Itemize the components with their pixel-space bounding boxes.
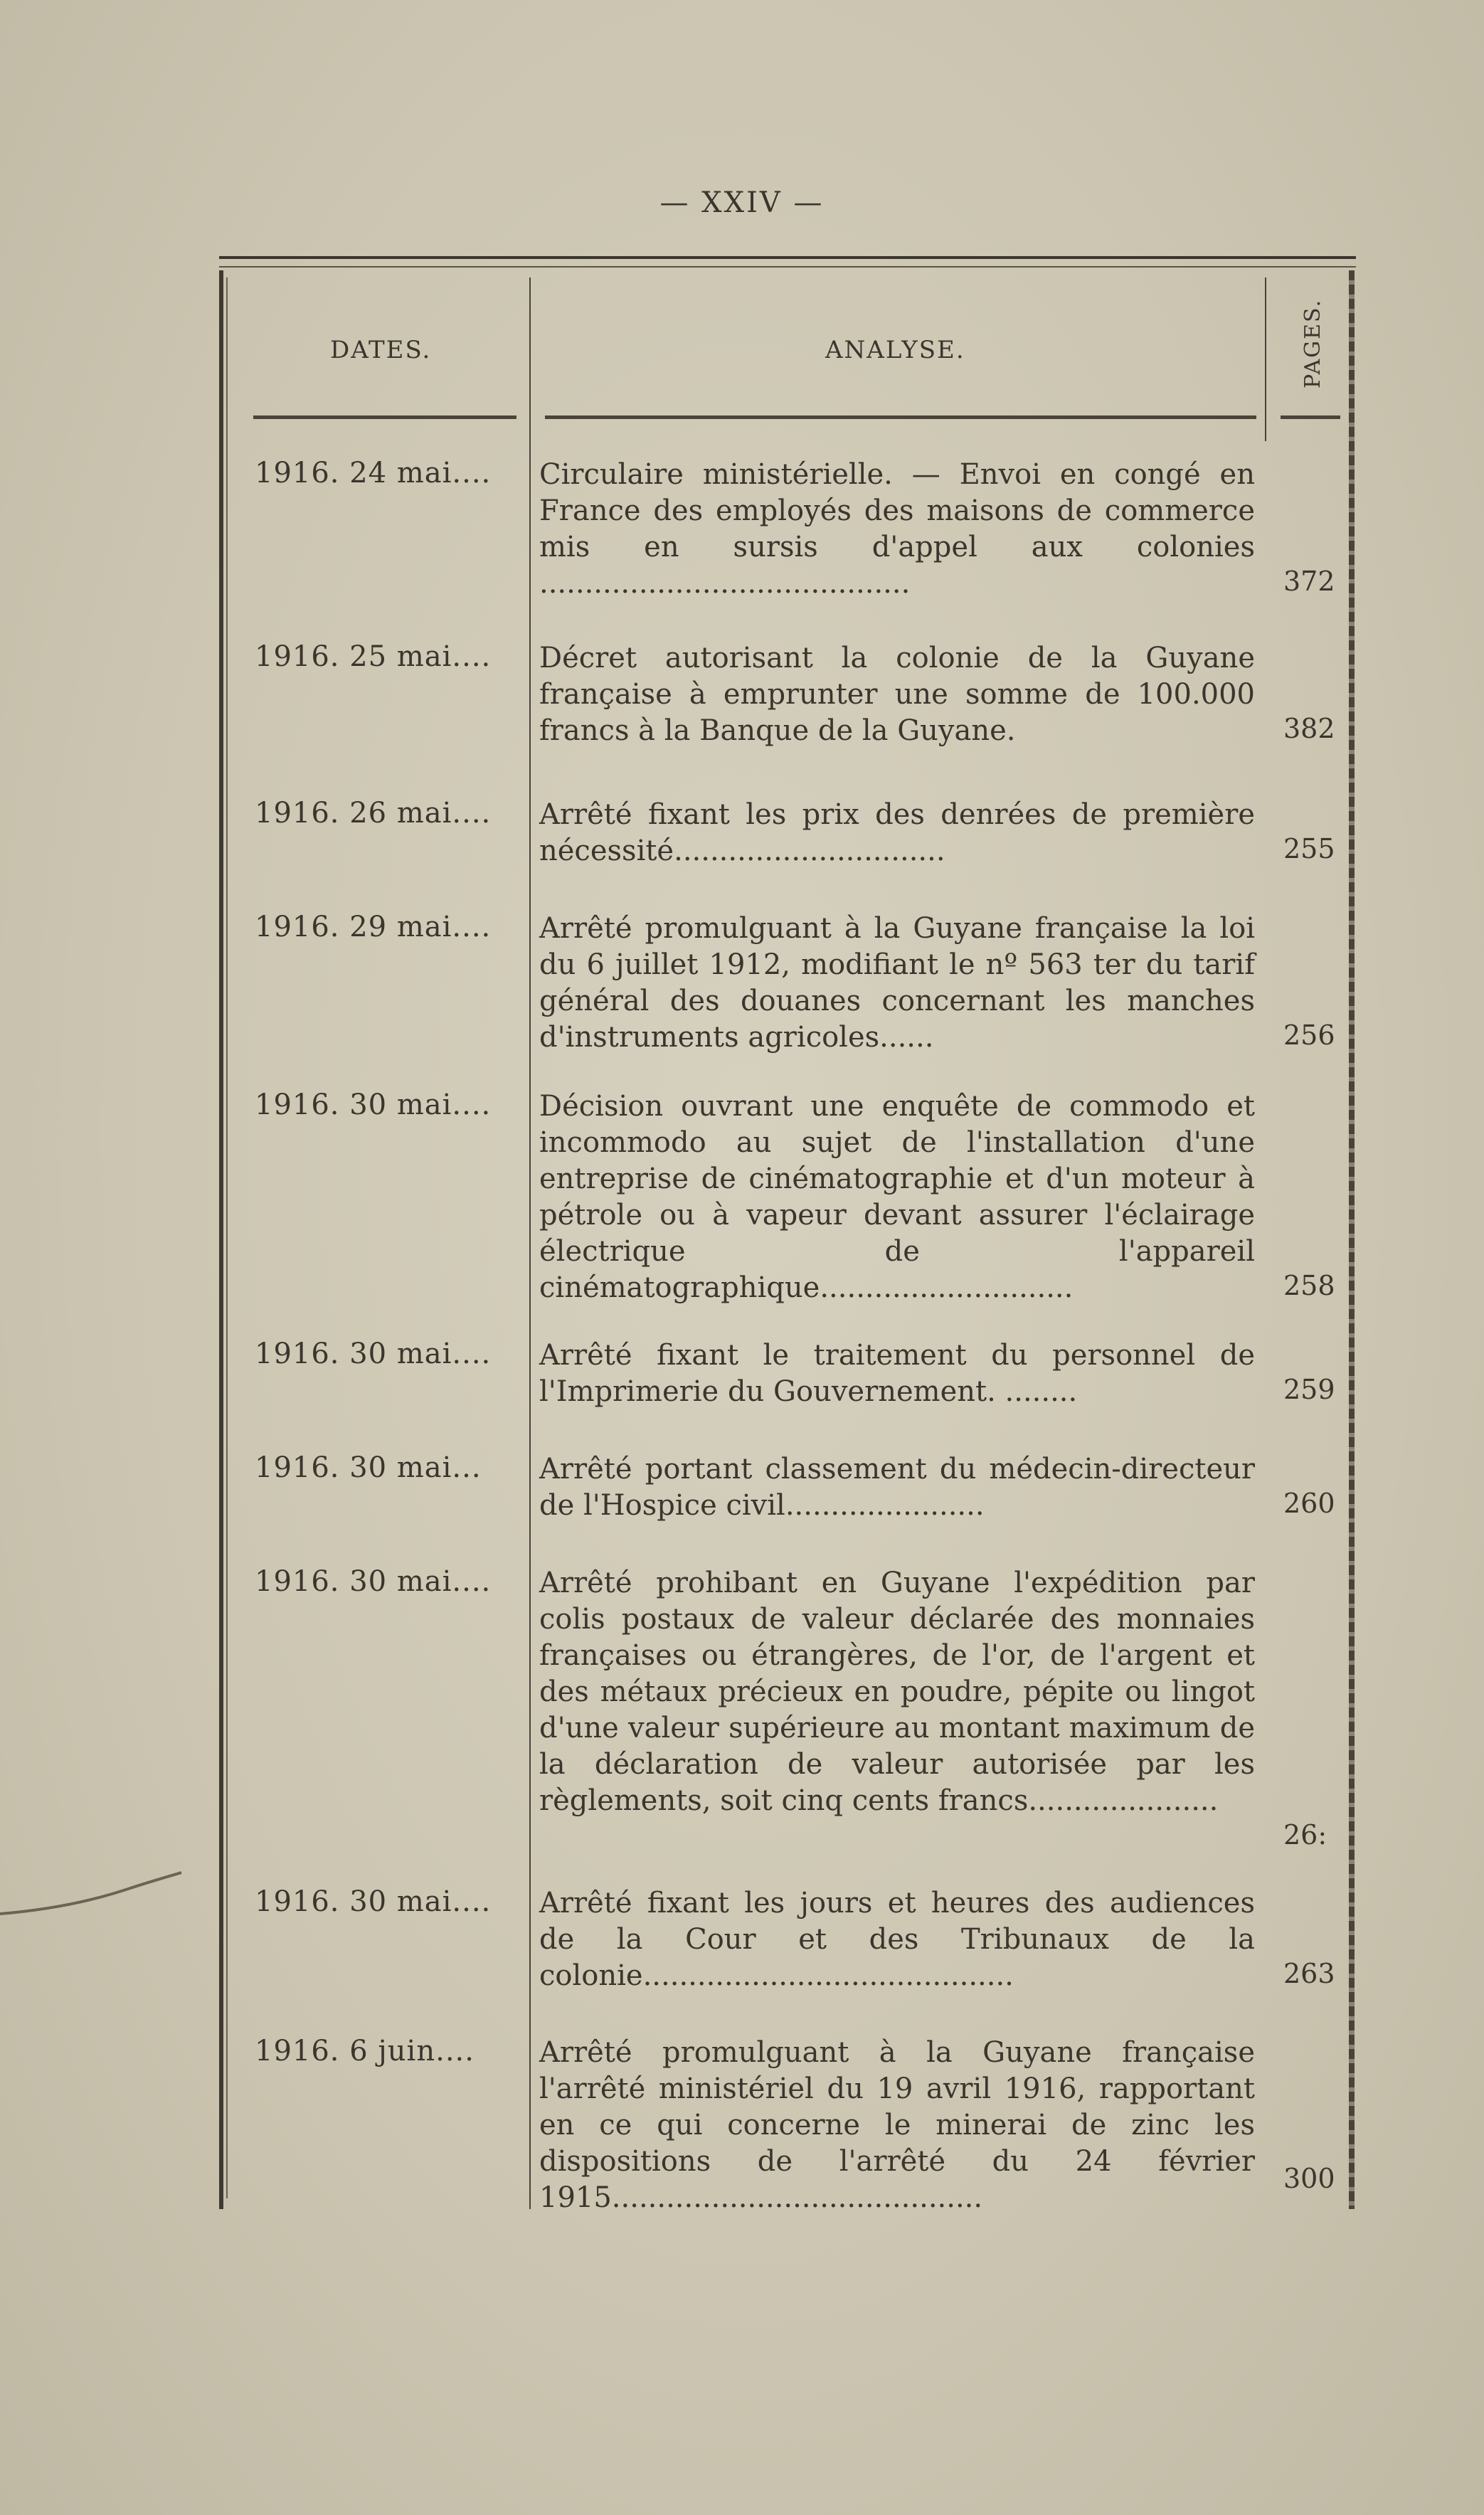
entry-page: 255	[1283, 833, 1335, 864]
entry-text: Arrêté prohibant en Guyane l'expédition par colis postaux de valeur déclarée des monnaies françaises ou étrangères, de l'or, de l'argent et des métaux précieux en poudre, pépite ou lingot d'une valeur supérieure au montant maximum de la déclaration de valeur autorisée par les règlements, soit cinq cents francs.....................	[539, 1567, 1255, 1817]
entry-analysis	[539, 457, 1255, 602]
entry-page: 263	[1283, 1958, 1335, 1989]
entry-text: Arrêté fixant les jours et heures des audiences de la Cour et des Tribunaux de la colonie.........................................	[539, 1887, 1255, 1992]
entry-date: 1916. 30 mai...	[255, 1451, 482, 1484]
entry-page: 26:	[1283, 1819, 1327, 1850]
header-rule-pages	[1281, 415, 1340, 419]
entry-analysis	[539, 797, 1255, 869]
entry-analysis	[539, 1451, 1255, 1524]
entry-text: Arrêté portant classement du médecin-directeur de l'Hospice civil......................	[539, 1453, 1255, 1522]
column-header-pages: PAGES.	[1300, 299, 1325, 388]
entry-text: Décision ouvrant une enquête de commodo et incommodo au sujet de l'installation d'une entreprise de cinématographie et d'un moteur à pétrole ou à vapeur devant assurer l'éclairage électrique de l'appareil cinématographique............................	[539, 1090, 1255, 1304]
entry-page: 256	[1283, 1020, 1335, 1051]
pen-stroke-mark	[0, 1871, 185, 1921]
entry-date: 1916. 25 mai....	[255, 640, 492, 673]
entry-date: 1916. 30 mai....	[255, 1089, 492, 1121]
header-rule-analyse	[545, 415, 1256, 419]
table-left-inner-rule	[226, 277, 228, 2198]
index-table	[219, 256, 1356, 2214]
page-header: — XXIV —	[659, 186, 825, 219]
entry-date: 1916. 24 mai....	[255, 457, 492, 489]
column-divider-dates	[529, 277, 531, 2209]
entry-text: Décret autorisant la colonie de la Guyane française à emprunter une somme de 100.000 francs à la Banque de la Guyane.	[539, 642, 1255, 747]
entry-page: 372	[1283, 566, 1335, 597]
entry-analysis	[539, 2035, 1255, 2216]
entry-text: Arrêté fixant le traitement du personnel de l'Imprimerie du Gouvernement. ........	[539, 1339, 1255, 1408]
entry-analysis	[539, 1565, 1255, 1819]
entry-text: Arrêté fixant les prix des denrées de première nécessité..............................	[539, 798, 1255, 867]
entry-text: Arrêté promulguant à la Guyane française la loi du 6 juillet 1912, modifiant le nº 563 ter du tarif général des douanes concernant les manches d'instruments agricoles......	[539, 912, 1255, 1054]
column-header-dates: DATES.	[330, 336, 432, 364]
header-rule-dates	[253, 415, 516, 419]
entry-date: 1916. 30 mai....	[255, 1885, 492, 1918]
entry-analysis	[539, 1338, 1255, 1410]
entry-date: 1916. 29 mai....	[255, 911, 492, 943]
entry-page: 382	[1283, 713, 1335, 744]
table-top-rule	[219, 256, 1356, 268]
entry-page: 300	[1283, 2163, 1335, 2194]
entry-text: Circulaire ministérielle. — Envoi en congé en France des employés des maisons de commerce mis en sursis d'appel aux colonies .........................................	[539, 458, 1255, 600]
entry-analysis	[539, 1089, 1255, 1306]
entry-analysis	[539, 911, 1255, 1056]
column-header-analyse: ANALYSE.	[825, 336, 965, 364]
entry-page: 258	[1283, 1270, 1335, 1301]
entry-page: 260	[1283, 1488, 1335, 1519]
entry-page: 259	[1283, 1374, 1335, 1405]
entry-text: Arrêté promulguant à la Guyane française l'arrêté ministériel du 19 avril 1916, rapportant en ce qui concerne le minerai de zinc les dispositions de l'arrêté du 24 février 1915.........................................	[539, 2036, 1255, 2214]
table-right-rule	[1349, 270, 1355, 2209]
entry-analysis	[539, 640, 1255, 749]
entry-date: 1916. 30 mai....	[255, 1338, 492, 1370]
table-left-rule	[219, 270, 223, 2209]
entry-date: 1916. 30 mai....	[255, 1565, 492, 1598]
entry-analysis	[539, 1885, 1255, 1994]
column-divider-pages	[1265, 277, 1266, 441]
entry-date: 1916. 6 juin....	[255, 2035, 475, 2067]
entry-date: 1916. 26 mai....	[255, 797, 492, 830]
